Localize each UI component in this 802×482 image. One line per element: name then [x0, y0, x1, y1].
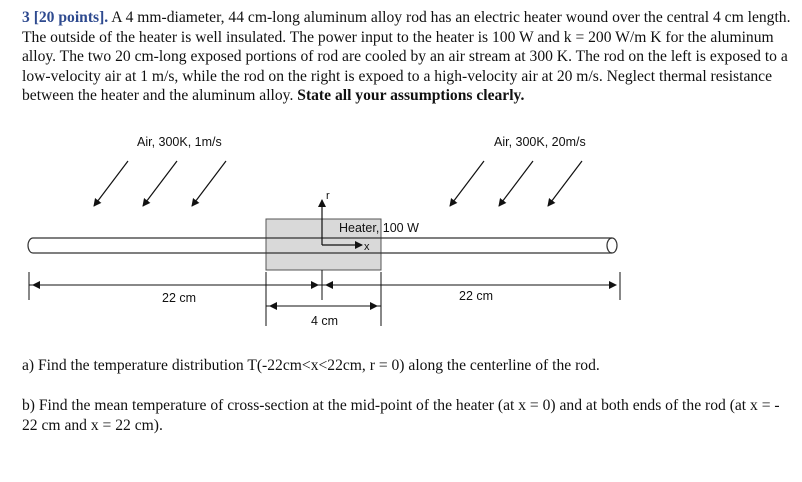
air-flow-arrows-left	[94, 161, 226, 206]
problem-number: 3 [20 points].	[22, 9, 109, 26]
air-right-label: Air, 300K, 20m/s	[494, 135, 586, 149]
axis-x-label: x	[364, 241, 370, 253]
problem-text: A 4 mm-diameter, 44 cm-long aluminum alloy rod has an electric heater wound over the central 4 cm length. The outside of the heater is well insulated. The power input to the heater is 100 W and k = 200 W/m K for the aluminum alloy. The two 20 cm-long exposed portions of rod are cooled by an air stream at 300 K. The rod on the left is exposed to a low-velocity air at 1 m/s, while the rod on the right is expoed to a high-velocity air at 20 m/s. Neglect thermal resistance between the heater and the aluminum alloy.	[22, 9, 791, 105]
dim-left-label: 22 cm	[162, 291, 197, 305]
air-left-label: Air, 300K, 1m/s	[137, 135, 222, 149]
problem-emphasis: State all your assumptions clearly.	[297, 87, 525, 105]
question-a: a) Find the temperature distribution T(-22cm<x<22cm, r = 0) along the centerline of the rod.	[22, 357, 600, 374]
question-b: b) Find the mean temperature of cross-section at the mid-point of the heater (at x = 0) and at both ends of the rod (at x = - 22 cm and x = 22 cm).	[22, 397, 780, 434]
dim-center-label: 4 cm	[311, 314, 339, 328]
air-flow-arrows-right	[450, 161, 582, 206]
axis-r-label: r	[326, 190, 330, 202]
dim-right-label: 22 cm	[459, 289, 494, 303]
heater-label: Heater, 100 W	[339, 221, 419, 235]
